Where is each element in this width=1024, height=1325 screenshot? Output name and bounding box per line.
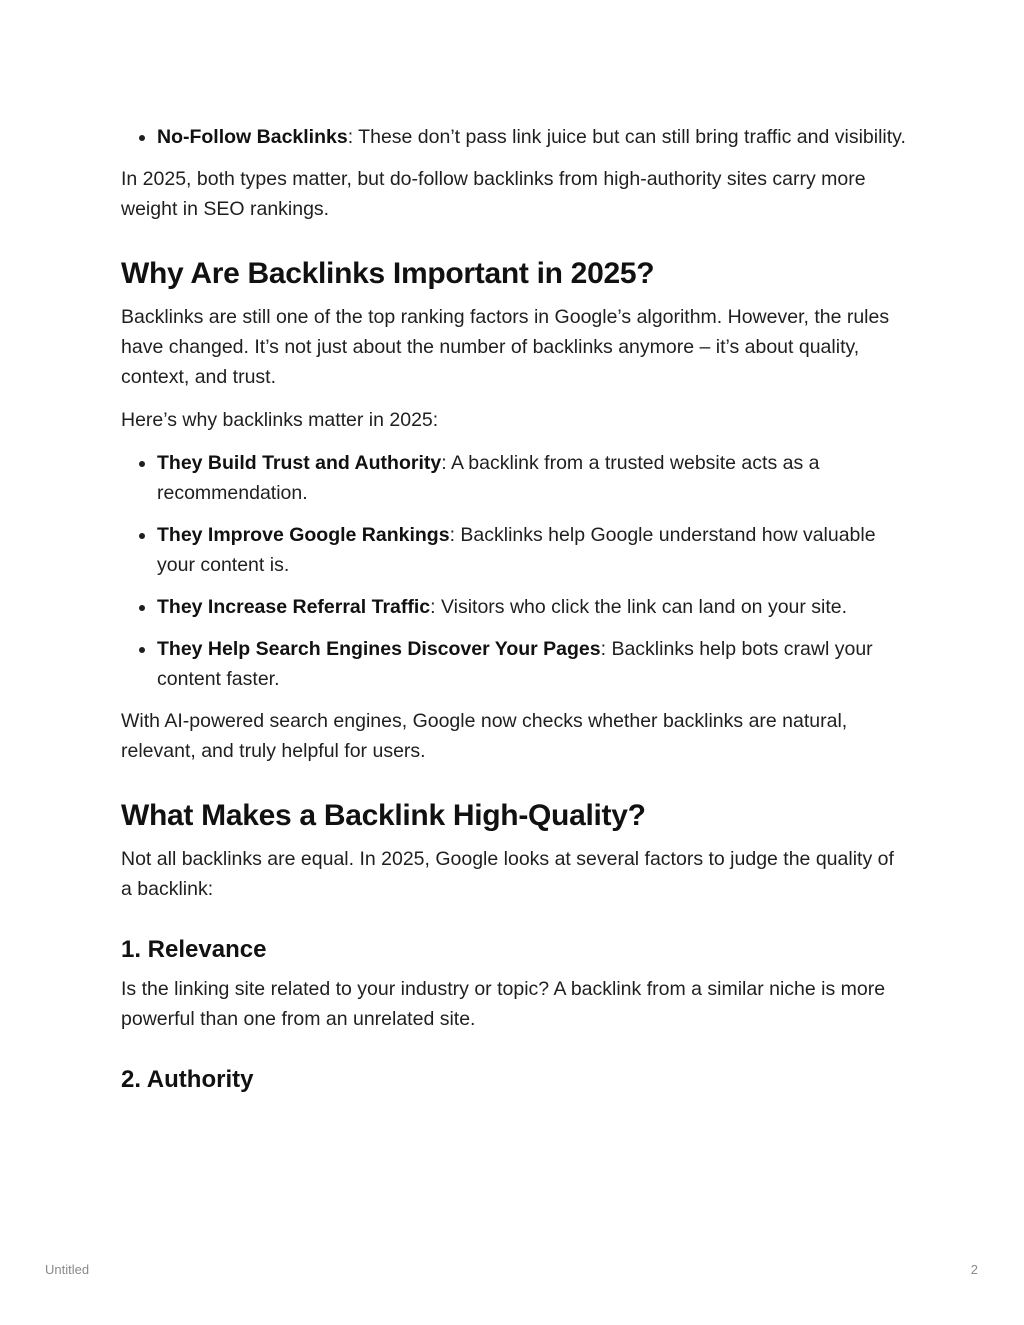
footer-document-title: Untitled — [45, 1262, 90, 1277]
section2-paragraph-1: Not all backlinks are equal. In 2025, Google looks at several factors to judge the quality of a backlink: — [121, 848, 894, 900]
list-item-term: They Increase Referral Traffic — [157, 596, 431, 618]
list-item — [157, 634, 906, 694]
list-item — [157, 592, 906, 622]
subheading-relevance: 1. Relevance — [121, 936, 267, 963]
section1-paragraph-3: With AI-powered search engines, Google now checks whether backlinks are natural, relevant, and truly helpful for users. — [121, 710, 848, 762]
list-item-text: : A backlink from a trusted website acts as a recommendation. — [157, 452, 820, 504]
list-item — [157, 448, 906, 508]
list-item — [157, 122, 906, 152]
intro-list — [121, 122, 906, 152]
intro-paragraph: In 2025, both types matter, but do-follow backlinks from high-authority sites carry more weight in SEO rankings. — [121, 168, 866, 220]
list-item-text: : Visitors who click the link can land on your site. — [430, 596, 848, 618]
reasons-list — [121, 448, 906, 694]
list-item-text: : Backlinks help Google understand how valuable your content is. — [157, 524, 876, 576]
section-heading-why-important: Why Are Backlinks Important in 2025? — [121, 257, 655, 290]
page-content — [121, 122, 906, 1104]
list-item-term: They Help Search Engines Discover Your Pages — [157, 638, 601, 660]
section1-paragraph-2: Here’s why backlinks matter in 2025: — [121, 409, 439, 431]
subheading-authority: 2. Authority — [121, 1066, 254, 1093]
footer-page-number: 2 — [970, 1262, 978, 1277]
relevance-paragraph: Is the linking site related to your industry or topic? A backlink from a similar niche is more powerful than one from an unrelated site. — [121, 978, 886, 1030]
list-item-term: They Build Trust and Authority — [157, 452, 442, 474]
list-item-term: No-Follow Backlinks — [157, 126, 348, 148]
list-item-text: : These don’t pass link juice but can still bring traffic and visibility. — [347, 126, 906, 148]
list-item — [157, 520, 906, 580]
section1-paragraph-1: Backlinks are still one of the top ranking factors in Google’s algorithm. However, the rules have changed. It’s not just about the number of backlinks anymore – it’s about quality, context, and trust. — [121, 306, 890, 388]
list-item-term: They Improve Google Rankings — [157, 524, 450, 546]
section-heading-high-quality: What Makes a Backlink High-Quality? — [121, 799, 646, 832]
list-item-text: : Backlinks help bots crawl your content faster. — [157, 638, 873, 690]
